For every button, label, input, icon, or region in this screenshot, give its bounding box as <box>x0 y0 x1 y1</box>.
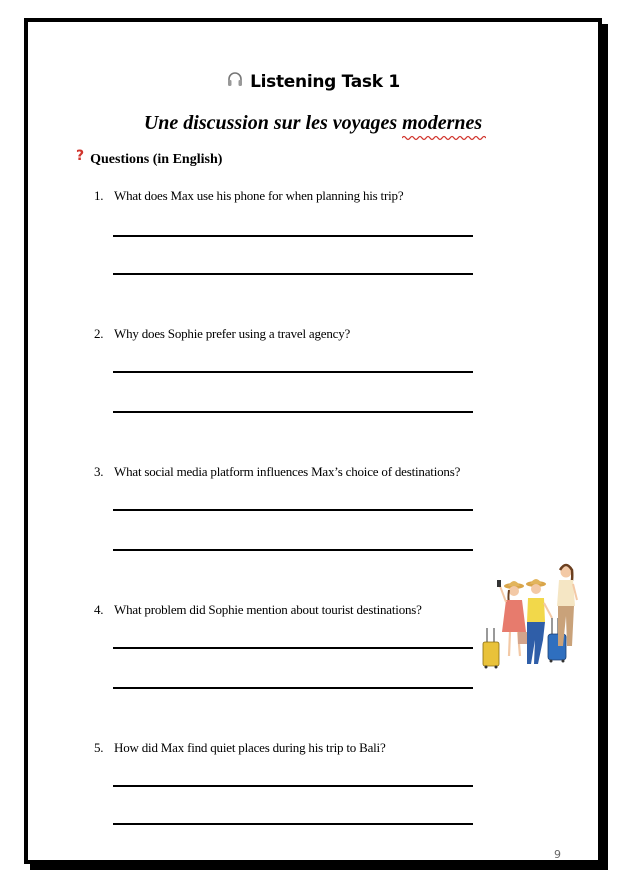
answer-line-1a[interactable] <box>113 235 473 237</box>
question-number: 3. <box>94 464 104 479</box>
answer-line-4a[interactable] <box>113 647 473 649</box>
question-text: What does Max use his phone for when planning his trip? <box>114 188 404 203</box>
worksheet-page <box>24 18 602 864</box>
questions-section-heading <box>76 148 223 168</box>
answer-line-2a[interactable] <box>113 371 473 373</box>
headphones-icon <box>226 70 244 93</box>
question-number: 1. <box>94 188 104 203</box>
subtitle-main: Une discussion sur les voyages <box>143 112 403 134</box>
section-heading: Questions (in English) <box>90 152 223 167</box>
question-text: What problem did Sophie mention about tourist destinations? <box>114 602 422 617</box>
traveler-3 <box>557 565 577 646</box>
subtitle-underlined-text: modernes <box>402 112 483 134</box>
question-number: 5. <box>94 740 104 755</box>
answer-line-4b[interactable] <box>113 687 473 689</box>
question-3 <box>94 464 460 480</box>
question-1 <box>94 188 403 204</box>
title-row <box>28 70 598 93</box>
answer-line-3b[interactable] <box>113 549 473 551</box>
page-subtitle <box>28 112 598 135</box>
page-number: 9 <box>554 848 561 861</box>
question-number: 2. <box>94 326 104 341</box>
question-number: 4. <box>94 602 104 617</box>
question-2 <box>94 326 350 342</box>
travelers-illustration <box>456 548 582 672</box>
question-4 <box>94 602 422 618</box>
answer-line-2b[interactable] <box>113 411 473 413</box>
page-title: Listening Task 1 <box>250 71 400 92</box>
traveler-1 <box>497 580 528 656</box>
question-text: What social media platform influences Max’s choice of destinations? <box>114 464 461 479</box>
question-5 <box>94 740 386 756</box>
spellcheck-squiggle <box>402 135 486 141</box>
subtitle-underlined-word <box>402 112 482 135</box>
answer-line-3a[interactable] <box>113 509 473 511</box>
question-text: Why does Sophie prefer using a travel agency? <box>114 326 351 341</box>
answer-line-5a[interactable] <box>113 785 473 787</box>
question-text: How did Max find quiet places during his trip to Bali? <box>114 740 386 755</box>
yellow-suitcase-icon <box>483 628 499 669</box>
answer-line-1b[interactable] <box>113 273 473 275</box>
question-mark-icon: ? <box>76 148 85 164</box>
answer-line-5b[interactable] <box>113 823 473 825</box>
